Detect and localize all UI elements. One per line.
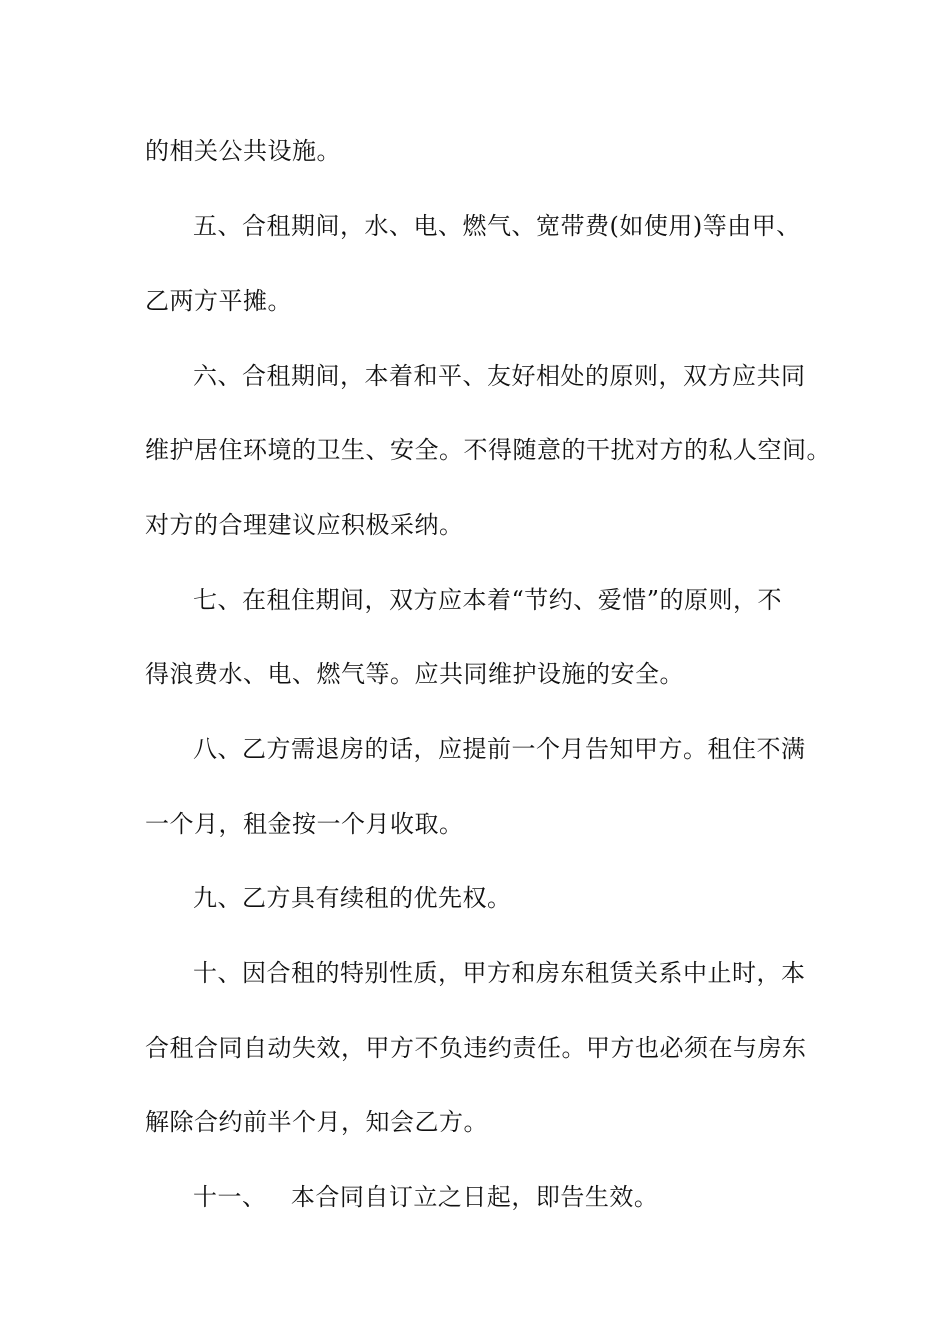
clause-10-line-1: 十、因合租的特别性质，甲方和房东租赁关系中止时，本 [193,959,806,987]
clause-10-line-3: 解除合约前半个月，知会乙方。 [145,1108,488,1136]
clause-6-line-2: 维护居住环境的卫生、安全。不得随意的干扰对方的私人空间。 [145,436,831,464]
clause-11-line-1: 十一、 本合同自订立之日起，即告生效。 [193,1183,659,1211]
clause-10-line-2: 合租合同自动失效，甲方不负违约责任。甲方也必须在与房东 [145,1034,807,1062]
clause-8-line-2: 一个月，租金按一个月收取。 [145,810,464,838]
clause-6-line-1: 六、合租期间，本着和平、友好相处的原则，双方应共同 [193,362,806,390]
clause-8-line-1: 八、乙方需退房的话，应提前一个月告知甲方。租住不满 [193,735,806,763]
clause-5-line-1: 五、合租期间，水、电、燃气、宽带费(如使用)等由甲、 [193,212,801,240]
clause-7-line-1: 七、在租住期间，双方应本着“节约、爱惜”的原则，不 [193,586,783,614]
clause-7-line-2: 得浪费水、电、燃气等。应共同维护设施的安全。 [145,660,684,688]
clause-5-line-2: 乙两方平摊。 [145,287,292,315]
clause-6-line-3: 对方的合理建议应积极采纳。 [145,511,464,539]
text-line: 的相关公共设施。 [145,137,341,165]
clause-9-line-1: 九、乙方具有续租的优先权。 [193,884,512,912]
